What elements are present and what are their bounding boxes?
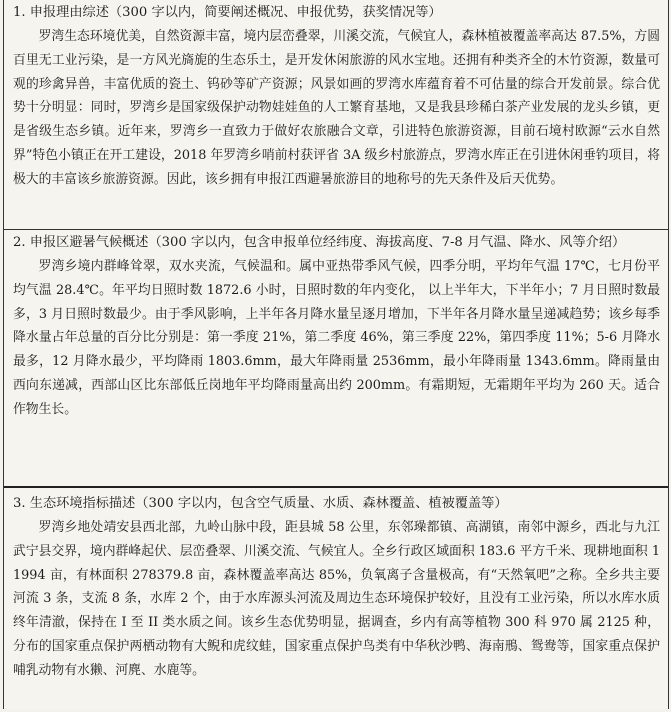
section-heading: 1. 申报理由综述（300 字以内，简要阐述概况、申报优势，获奖情况等） (13, 5, 442, 20)
section-body: 罗湾乡境内群峰耸翠，双水夹流，气候温和。属中亚热带季风气候，四季分明，平均年气温 17℃，七月份平均气温 28.4℃。年平均日照时数 1872.6 小时，日照时数的年内变化， 以上半年大，下半年小；7 月日照时数最多，3 月日照时数最少。由于季风影响，上半年各月降水量呈逐月增加，下半年各月降水量呈递减趋势；该乡每季降水量占年总量的百分比分别是：第一季度 21%，第二季度 46%，第三季度 22%，第四季度 11%；5-6 月降水最多，12 月降水最少，平均降雨 1803.6mm，最大年降雨量 2536mm，最小年降雨量 1343.6mm。降雨量由西向东递减，西部山区比东部低丘岗地年平均降雨量高出约 200mm。有霜期短，无霜期年平均为 260 天。适合作物生长。 (13, 259, 660, 417)
section-heading: 3. 生态环境指标描述（300 字以内，包含空气质量、水质、森林覆盖、植被覆盖等） (13, 496, 508, 511)
application-form-page (3, 0, 669, 709)
section-ecology-indicators (4, 486, 668, 712)
section-body: 罗湾生态环境优美，自然资源丰富，境内层峦叠翠，川溪交流，气候宜人，森林植被覆盖率高达 87.5%，方圆百里无工业污染，是一方风光旖旎的生态乐土，是开发休闲旅游的风水宝地。还拥有种类齐全的木竹资源，数量可观的珍禽异兽，丰富优质的瓷土、钨砂等矿产资源；风景如画的罗湾水库蕴育着不可估量的综合开发前景。综合优势十分明显：同时，罗湾乡是国家级保护动物娃娃鱼的人工繁育基地，又是我县珍稀白茶产业发展的龙头乡镇，更是省级生态乡镇。近年来，罗湾乡一直致力于做好农旅融合文章，引进特色旅游资源，目前石境村欧源“云水自然界”特色小镇正在开工建设，2018 年罗湾乡哨前村获评省 3A 级乡村旅游点，罗湾水库正在引进休闲垂钓项目，将极大的丰富该乡旅游资源。因此，该乡拥有申报江西避暑旅游目的地称号的先天条件及后天优势。 (13, 29, 660, 187)
section-heading: 2. 申报区避暑气候概述（300 字以内，包含申报单位经纬度、海拔高度、7-8 月气温、降水、风等介绍） (13, 235, 626, 250)
section-climate-overview (4, 229, 668, 486)
section-body: 罗湾乡地处靖安县西北部，九岭山脉中段，距县城 58 公里，东邻璪都镇、高湖镇，南邻中源乡，西北与九江武宁县交界，境内群峰起伏、层峦叠翠、川溪交流、气候宜人。全乡行政区域面积 183.6 平方千米、现耕地面积 11994 亩，有林面积 278379.8 亩，森林覆盖率高达 85%，负氧离子含量极高，有“天然氧吧”之称。全乡共主要河流 3 条，支流 8 条，水库 2 个，由于水库源头河流及周边生态环境保护较好，且没有工业污染，所以水库水质终年清澈，保持在 I 至 II 类水质之间。该乡生态优势明显，据调查，乡内有高等植物 300 科 970 属 2125 种，分布的国家重点保护两栖动物有大鲵和虎纹蛙，国家重点保护鸟类有中华秋沙鸭、海南鳽、鸳鸯等，国家重点保护哺乳动物有水獭、河麂、水鹿等。 (13, 520, 660, 678)
section-application-reasons (4, 0, 668, 229)
